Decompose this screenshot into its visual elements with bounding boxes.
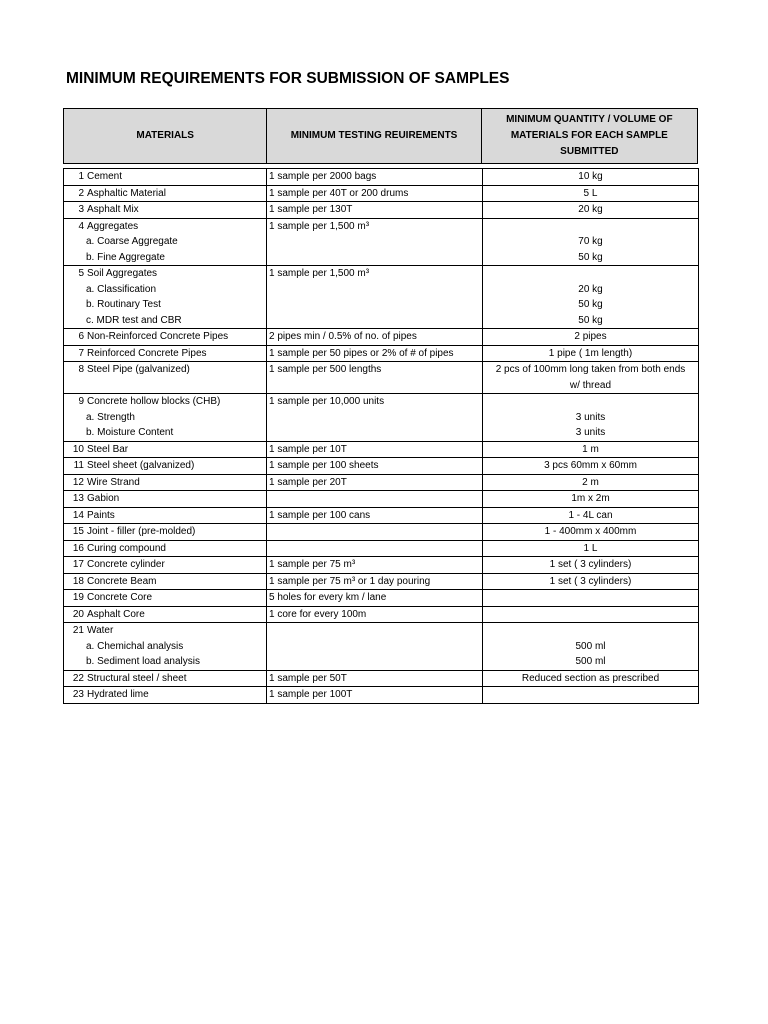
material-name: Hydrated lime bbox=[87, 689, 149, 700]
material-line bbox=[64, 442, 266, 458]
requirement-cell bbox=[267, 185, 483, 202]
material-subitem: b. Moisture Content bbox=[86, 427, 174, 438]
material-subitem: b. Fine Aggregate bbox=[86, 251, 165, 263]
quantity-cell bbox=[483, 540, 699, 557]
table-row bbox=[64, 441, 699, 458]
quantity-cell bbox=[483, 590, 699, 607]
requirement-text: 1 sample per 10,000 units bbox=[269, 396, 385, 407]
row-number: 21 bbox=[72, 625, 84, 636]
quantity-subitem: 500 ml bbox=[575, 656, 606, 667]
requirement-cell bbox=[267, 329, 483, 346]
requirement-text: 1 core for every 100m bbox=[269, 608, 367, 620]
material-cell bbox=[64, 507, 267, 524]
quantity-text bbox=[483, 687, 698, 703]
row-number: 10 bbox=[72, 443, 84, 455]
material-line bbox=[64, 329, 266, 345]
requirement-text: 1 sample per 75 m³ or 1 day pouring bbox=[269, 575, 431, 587]
requirement-text: 1 sample per 100 cans bbox=[269, 509, 371, 521]
material-cell bbox=[64, 394, 267, 442]
quantity-cell bbox=[483, 573, 699, 590]
requirement-text: 1 sample per 50T bbox=[269, 672, 347, 684]
header-quantity-line2: MATERIALS FOR EACH SAMPLE SUBMITTED bbox=[510, 130, 668, 157]
material-line bbox=[64, 607, 266, 623]
quantity-text: 5 L bbox=[583, 187, 598, 199]
material-line bbox=[64, 362, 266, 378]
quantity-cell bbox=[483, 623, 699, 671]
requirement-text: 1 sample per 130T bbox=[269, 204, 353, 215]
requirement-cell bbox=[267, 687, 483, 704]
material-line bbox=[64, 475, 266, 491]
quantity-text bbox=[483, 607, 698, 623]
quantity-subitem: 50 kg bbox=[578, 314, 603, 326]
row-number: 9 bbox=[78, 396, 84, 407]
material-cell bbox=[64, 266, 267, 329]
quantity-text bbox=[483, 394, 698, 410]
requirement-cell bbox=[267, 623, 483, 671]
material-cell bbox=[64, 362, 267, 394]
table-row bbox=[64, 218, 699, 266]
material-cell bbox=[64, 185, 267, 202]
material-line bbox=[64, 524, 266, 540]
quantity-cell bbox=[483, 202, 699, 219]
material-name: Structural steel / sheet bbox=[87, 672, 187, 684]
quantity-text: 10 kg bbox=[578, 171, 603, 182]
requirement-cell bbox=[267, 606, 483, 623]
quantity-cell bbox=[483, 218, 699, 266]
material-subitem: a. Classification bbox=[86, 283, 157, 295]
material-line bbox=[64, 687, 266, 703]
material-cell bbox=[64, 169, 267, 186]
quantity-cell bbox=[483, 507, 699, 524]
header-quantity-line1: MINIMUM QUANTITY / VOLUME OF bbox=[506, 114, 673, 125]
material-name: Reinforced Concrete Pipes bbox=[87, 347, 207, 359]
table-row bbox=[64, 606, 699, 623]
quantity-text: 2 pcs of 100mm long taken from both ends bbox=[495, 364, 686, 375]
material-name: Concrete Beam bbox=[87, 575, 157, 587]
material-name: Wire Strand bbox=[87, 476, 140, 488]
material-subitem: a. Coarse Aggregate bbox=[86, 236, 178, 247]
quantity-text: 2 pipes bbox=[574, 331, 607, 342]
material-name: Concrete Core bbox=[87, 592, 153, 603]
material-name: Asphalt Core bbox=[87, 608, 145, 620]
requirement-text: 1 sample per 1,500 m³ bbox=[269, 268, 370, 279]
requirement-text: 1 sample per 100T bbox=[269, 689, 353, 700]
table-row bbox=[64, 687, 699, 704]
table-row bbox=[64, 185, 699, 202]
table-row bbox=[64, 362, 699, 394]
row-number: 11 bbox=[73, 460, 84, 471]
quantity-subitem: 3 units bbox=[575, 427, 606, 438]
material-line bbox=[64, 394, 266, 410]
quantity-text bbox=[483, 219, 698, 235]
material-line bbox=[64, 346, 266, 362]
requirement-cell bbox=[267, 557, 483, 574]
material-subitem: a. Chemichal analysis bbox=[86, 640, 184, 652]
row-number: 14 bbox=[72, 509, 84, 521]
quantity-cell bbox=[483, 687, 699, 704]
quantity-text bbox=[483, 590, 698, 606]
material-subitem: a. Strength bbox=[86, 411, 135, 423]
material-line bbox=[64, 590, 266, 606]
material-cell bbox=[64, 218, 267, 266]
quantity-cell bbox=[483, 329, 699, 346]
requirement-cell bbox=[267, 441, 483, 458]
material-cell bbox=[64, 458, 267, 475]
quantity-subitem: 70 kg bbox=[578, 236, 603, 247]
requirement-cell bbox=[267, 202, 483, 219]
requirement-text: 1 sample per 500 lengths bbox=[269, 364, 382, 375]
requirement-text: 1 sample per 1,500 m³ bbox=[269, 220, 370, 232]
material-name: Curing compound bbox=[87, 542, 166, 554]
row-number: 8 bbox=[78, 364, 84, 375]
quantity-text: 3 pcs 60mm x 60mm bbox=[544, 460, 637, 471]
material-line bbox=[64, 169, 266, 185]
requirement-text: 1 sample per 40T or 200 drums bbox=[269, 187, 409, 199]
table-row bbox=[64, 474, 699, 491]
row-number: 19 bbox=[72, 592, 84, 603]
row-number: 12 bbox=[72, 476, 84, 488]
quantity-text: 1 L bbox=[583, 542, 598, 554]
quantity-text: 1m x 2m bbox=[571, 493, 610, 504]
requirement-cell bbox=[267, 362, 483, 394]
quantity-text: Reduced section as prescribed bbox=[521, 672, 660, 684]
requirement-cell bbox=[267, 507, 483, 524]
requirement-cell bbox=[267, 474, 483, 491]
quantity-text: 2 m bbox=[582, 476, 599, 488]
quantity-cell bbox=[483, 606, 699, 623]
quantity-text: 1 - 400mm x 400mm bbox=[544, 526, 637, 537]
material-line bbox=[64, 202, 266, 218]
quantity-cell bbox=[483, 362, 699, 394]
table-row bbox=[64, 345, 699, 362]
quantity-text: 1 set ( 3 cylinders) bbox=[549, 559, 632, 570]
quantity-cell bbox=[483, 474, 699, 491]
requirement-text: 5 holes for every km / lane bbox=[269, 592, 387, 603]
row-number: 2 bbox=[78, 187, 84, 199]
row-number: 18 bbox=[72, 575, 84, 587]
requirement-text bbox=[267, 524, 482, 540]
material-cell bbox=[64, 573, 267, 590]
row-number: 16 bbox=[72, 542, 84, 554]
material-name: Asphaltic Material bbox=[87, 187, 166, 199]
requirement-text: 1 sample per 10T bbox=[269, 443, 347, 455]
row-number: 6 bbox=[78, 331, 84, 342]
material-name: Steel Pipe (galvanized) bbox=[87, 364, 190, 375]
row-number: 1 bbox=[78, 171, 84, 182]
header-testing: MINIMUM TESTING REUIREMENTS bbox=[267, 109, 481, 163]
requirement-cell bbox=[267, 345, 483, 362]
material-subitem: b. Sediment load analysis bbox=[86, 656, 200, 667]
material-line bbox=[64, 458, 266, 474]
table-row bbox=[64, 329, 699, 346]
quantity-text: 1 set ( 3 cylinders) bbox=[549, 575, 632, 587]
table-row bbox=[64, 590, 699, 607]
material-cell bbox=[64, 670, 267, 687]
material-name: Joint - filler (pre-molded) bbox=[87, 526, 196, 537]
quantity-cell bbox=[483, 441, 699, 458]
row-number: 22 bbox=[72, 672, 84, 684]
material-subitem: b. Routinary Test bbox=[86, 299, 161, 310]
requirements-table bbox=[63, 168, 699, 704]
material-line bbox=[64, 671, 266, 687]
requirement-cell bbox=[267, 266, 483, 329]
material-cell bbox=[64, 687, 267, 704]
requirement-cell bbox=[267, 540, 483, 557]
table-row bbox=[64, 394, 699, 442]
quantity-text bbox=[483, 266, 698, 282]
requirement-cell bbox=[267, 491, 483, 508]
requirement-cell bbox=[267, 218, 483, 266]
material-name: Steel Bar bbox=[87, 443, 129, 455]
requirement-cell bbox=[267, 394, 483, 442]
table-row bbox=[64, 169, 699, 186]
table-row bbox=[64, 266, 699, 329]
material-name: Soil Aggregates bbox=[87, 268, 158, 279]
quantity-text: 1 pipe ( 1m length) bbox=[548, 347, 633, 359]
material-cell bbox=[64, 557, 267, 574]
quantity-cell bbox=[483, 491, 699, 508]
requirement-cell bbox=[267, 670, 483, 687]
quantity-cell bbox=[483, 345, 699, 362]
requirement-text: 1 sample per 2000 bags bbox=[269, 171, 377, 182]
material-name: Steel sheet (galvanized) bbox=[87, 460, 195, 471]
material-name: Cement bbox=[87, 171, 123, 182]
requirement-cell bbox=[267, 458, 483, 475]
material-name: Asphalt Mix bbox=[87, 204, 139, 215]
material-name: Concrete cylinder bbox=[87, 559, 165, 570]
material-cell bbox=[64, 524, 267, 541]
row-number: 20 bbox=[72, 608, 84, 620]
material-line bbox=[64, 491, 266, 507]
quantity-text: 1 m bbox=[582, 443, 599, 455]
material-cell bbox=[64, 540, 267, 557]
material-cell bbox=[64, 606, 267, 623]
material-cell bbox=[64, 202, 267, 219]
material-line bbox=[64, 219, 266, 235]
quantity-text: 20 kg bbox=[578, 204, 603, 215]
requirement-cell bbox=[267, 169, 483, 186]
material-cell bbox=[64, 474, 267, 491]
material-line bbox=[64, 266, 266, 282]
material-cell bbox=[64, 590, 267, 607]
material-cell bbox=[64, 623, 267, 671]
table-row bbox=[64, 573, 699, 590]
requirement-cell bbox=[267, 524, 483, 541]
header-materials: MATERIALS bbox=[64, 109, 267, 163]
material-name: Aggregates bbox=[87, 220, 139, 232]
row-number: 3 bbox=[78, 204, 84, 215]
requirement-cell bbox=[267, 590, 483, 607]
table-row bbox=[64, 540, 699, 557]
table-header bbox=[63, 108, 698, 164]
requirement-text: 2 pipes min / 0.5% of no. of pipes bbox=[269, 331, 417, 342]
quantity-cell bbox=[483, 524, 699, 541]
quantity-text-continued: w/ thread bbox=[569, 379, 612, 391]
requirements-table-body bbox=[64, 169, 699, 704]
requirement-text bbox=[267, 541, 482, 557]
quantity-text bbox=[483, 623, 698, 639]
quantity-subitem: 50 kg bbox=[578, 251, 603, 263]
material-name: Water bbox=[87, 625, 114, 636]
page-title: MINIMUM REQUIREMENTS FOR SUBMISSION OF SAMPLES bbox=[66, 70, 510, 87]
table-row bbox=[64, 670, 699, 687]
quantity-subitem: 500 ml bbox=[575, 640, 606, 652]
table-row bbox=[64, 202, 699, 219]
material-name: Gabion bbox=[87, 493, 120, 504]
material-cell bbox=[64, 329, 267, 346]
material-line bbox=[64, 574, 266, 590]
quantity-cell bbox=[483, 266, 699, 329]
quantity-subitem: 3 units bbox=[575, 411, 606, 423]
quantity-cell bbox=[483, 185, 699, 202]
material-line bbox=[64, 508, 266, 524]
requirement-text: 1 sample per 100 sheets bbox=[269, 460, 379, 471]
material-line bbox=[64, 541, 266, 557]
material-subitem: c. MDR test and CBR bbox=[86, 314, 182, 326]
requirement-text: 1 sample per 75 m³ bbox=[269, 559, 356, 570]
quantity-cell bbox=[483, 458, 699, 475]
table-row bbox=[64, 623, 699, 671]
requirement-text bbox=[267, 623, 482, 639]
row-number: 15 bbox=[72, 526, 84, 537]
table-row bbox=[64, 557, 699, 574]
quantity-cell bbox=[483, 394, 699, 442]
material-line bbox=[64, 186, 266, 202]
quantity-subitem: 50 kg bbox=[578, 299, 603, 310]
row-number: 7 bbox=[78, 347, 84, 359]
material-name: Concrete hollow blocks (CHB) bbox=[87, 396, 221, 407]
header-quantity bbox=[482, 109, 697, 163]
quantity-cell bbox=[483, 557, 699, 574]
row-number: 4 bbox=[78, 220, 84, 232]
requirement-text bbox=[267, 491, 482, 507]
table-row bbox=[64, 458, 699, 475]
material-cell bbox=[64, 345, 267, 362]
table-row bbox=[64, 491, 699, 508]
quantity-subitem: 20 kg bbox=[578, 283, 603, 295]
row-number: 13 bbox=[72, 493, 84, 504]
row-number: 5 bbox=[78, 268, 84, 279]
material-name: Non-Reinforced Concrete Pipes bbox=[87, 331, 229, 342]
quantity-text: 1 - 4L can bbox=[568, 509, 613, 521]
material-line bbox=[64, 557, 266, 573]
requirement-cell bbox=[267, 573, 483, 590]
material-name: Paints bbox=[87, 509, 115, 521]
row-number: 17 bbox=[72, 559, 84, 570]
material-cell bbox=[64, 441, 267, 458]
quantity-cell bbox=[483, 169, 699, 186]
quantity-cell bbox=[483, 670, 699, 687]
requirement-text: 1 sample per 50 pipes or 2% of # of pipes bbox=[269, 347, 454, 359]
row-number: 23 bbox=[72, 689, 84, 700]
material-line bbox=[64, 623, 266, 639]
table-row bbox=[64, 524, 699, 541]
material-cell bbox=[64, 491, 267, 508]
table-row bbox=[64, 507, 699, 524]
requirement-text: 1 sample per 20T bbox=[269, 476, 347, 488]
